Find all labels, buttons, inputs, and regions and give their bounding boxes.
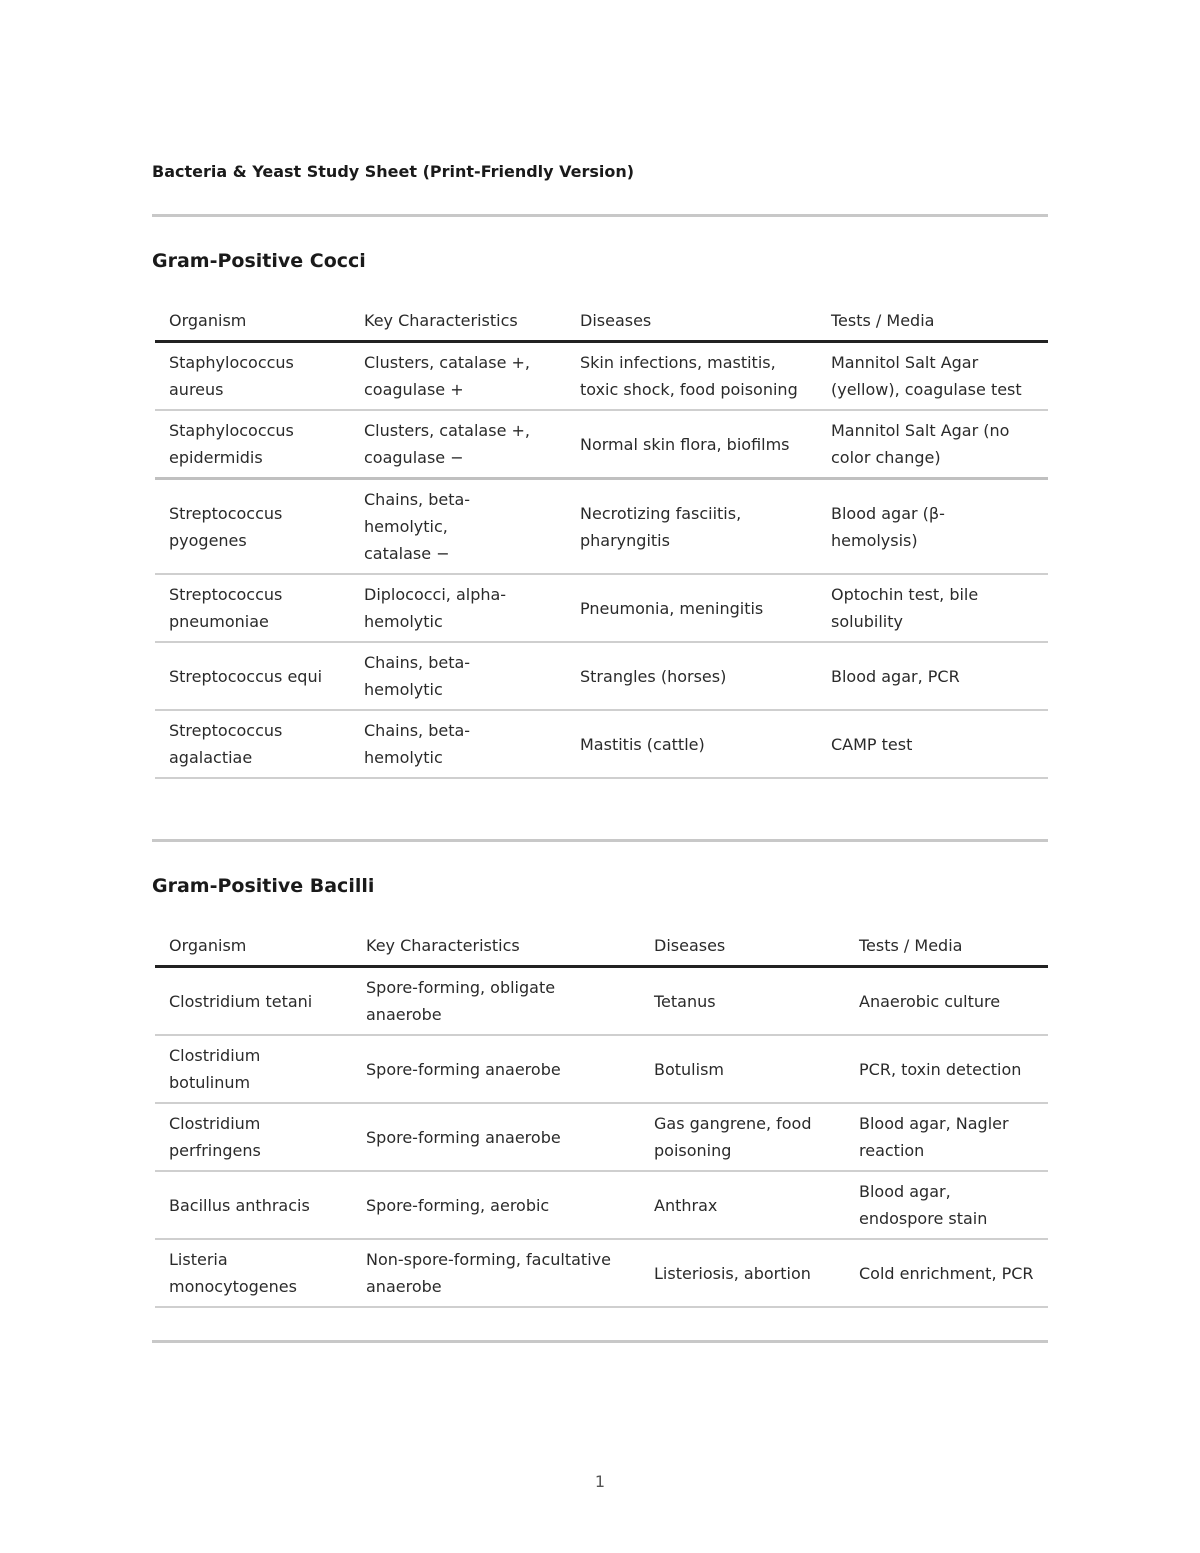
characteristics-cell: Spore-forming anaerobe	[352, 1103, 640, 1171]
table-row	[155, 342, 1048, 411]
organism-cell: Streptococcus agalactiae	[155, 710, 350, 778]
tests-media-cell: Anaerobic culture	[845, 967, 1048, 1036]
section-title-gram-positive-bacilli: Gram-Positive Bacilli	[152, 875, 375, 897]
table-row	[155, 1239, 1048, 1307]
diseases-cell: Tetanus	[640, 967, 845, 1036]
table-row	[155, 642, 1048, 710]
organism-cell: Staphylococcus aureus	[155, 342, 350, 411]
characteristics-cell: Spore-forming, aerobic	[352, 1171, 640, 1239]
characteristics-cell: Chains, beta-hemolytic	[350, 642, 566, 710]
diseases-cell: Mastitis (cattle)	[566, 710, 817, 778]
characteristics-cell: Spore-forming anaerobe	[352, 1035, 640, 1103]
diseases-cell: Gas gangrene, food poisoning	[640, 1103, 845, 1171]
column-header-tests-media: Tests / Media	[817, 300, 1048, 342]
gram-positive-cocci-table	[155, 300, 1048, 779]
section-title-gram-positive-cocci: Gram-Positive Cocci	[152, 250, 366, 272]
tests-media-cell: Optochin test, bile solubility	[817, 574, 1048, 642]
table-row	[155, 410, 1048, 479]
table-header-row	[155, 925, 1048, 967]
diseases-cell: Normal skin flora, biofilms	[566, 410, 817, 479]
characteristics-cell: Spore-forming, obligate anaerobe	[352, 967, 640, 1036]
organism-cell: Streptococcus pneumoniae	[155, 574, 350, 642]
table-row	[155, 710, 1048, 778]
diseases-cell: Botulism	[640, 1035, 845, 1103]
organism-cell: Clostridium botulinum	[155, 1035, 352, 1103]
tests-media-cell: Blood agar, endospore stain	[845, 1171, 1048, 1239]
page-number: 1	[594, 1472, 606, 1491]
organism-cell: Listeria monocytogenes	[155, 1239, 352, 1307]
diseases-cell: Pneumonia, meningitis	[566, 574, 817, 642]
table-row	[155, 479, 1048, 575]
column-header-organism: Organism	[155, 925, 352, 967]
tests-media-cell: Cold enrichment, PCR	[845, 1239, 1048, 1307]
organism-cell: Streptococcus equi	[155, 642, 350, 710]
characteristics-cell: Non-spore-forming, facultative anaerobe	[352, 1239, 640, 1307]
column-header-diseases: Diseases	[566, 300, 817, 342]
organism-cell: Staphylococcus epidermidis	[155, 410, 350, 479]
column-header-diseases: Diseases	[640, 925, 845, 967]
organism-cell: Clostridium perfringens	[155, 1103, 352, 1171]
tests-media-cell: Blood agar, Nagler reaction	[845, 1103, 1048, 1171]
diseases-cell: Necrotizing fasciitis, pharyngitis	[566, 479, 817, 575]
tests-media-cell: Mannitol Salt Agar (no color change)	[817, 410, 1048, 479]
table-row	[155, 1103, 1048, 1171]
table-row	[155, 574, 1048, 642]
tests-media-cell: Mannitol Salt Agar (yellow), coagulase test	[817, 342, 1048, 411]
characteristics-cell: Clusters, catalase +, coagulase −	[350, 410, 566, 479]
column-header-key-characteristics: Key Characteristics	[350, 300, 566, 342]
horizontal-rule	[152, 214, 1048, 217]
characteristics-cell: Clusters, catalase +, coagulase +	[350, 342, 566, 411]
diseases-cell: Anthrax	[640, 1171, 845, 1239]
table-row	[155, 967, 1048, 1036]
diseases-cell: Listeriosis, abortion	[640, 1239, 845, 1307]
document-title: Bacteria & Yeast Study Sheet (Print-Friendly Version)	[152, 162, 635, 181]
tests-media-cell: PCR, toxin detection	[845, 1035, 1048, 1103]
horizontal-rule	[152, 1340, 1048, 1343]
gram-positive-bacilli-table	[155, 925, 1048, 1308]
organism-cell: Clostridium tetani	[155, 967, 352, 1036]
diseases-cell: Strangles (horses)	[566, 642, 817, 710]
diseases-cell: Skin infections, mastitis, toxic shock, food poisoning	[566, 342, 817, 411]
table-row	[155, 1035, 1048, 1103]
characteristics-cell: Chains, beta-hemolytic, catalase −	[350, 479, 566, 575]
horizontal-rule	[152, 839, 1048, 842]
characteristics-cell: Diplococci, alpha-hemolytic	[350, 574, 566, 642]
tests-media-cell: CAMP test	[817, 710, 1048, 778]
column-header-key-characteristics: Key Characteristics	[352, 925, 640, 967]
organism-cell: Bacillus anthracis	[155, 1171, 352, 1239]
tests-media-cell: Blood agar, PCR	[817, 642, 1048, 710]
characteristics-cell: Chains, beta-hemolytic	[350, 710, 566, 778]
organism-cell: Streptococcus pyogenes	[155, 479, 350, 575]
column-header-tests-media: Tests / Media	[845, 925, 1048, 967]
table-header-row	[155, 300, 1048, 342]
table-row	[155, 1171, 1048, 1239]
tests-media-cell: Blood agar (β-hemolysis)	[817, 479, 1048, 575]
column-header-organism: Organism	[155, 300, 350, 342]
